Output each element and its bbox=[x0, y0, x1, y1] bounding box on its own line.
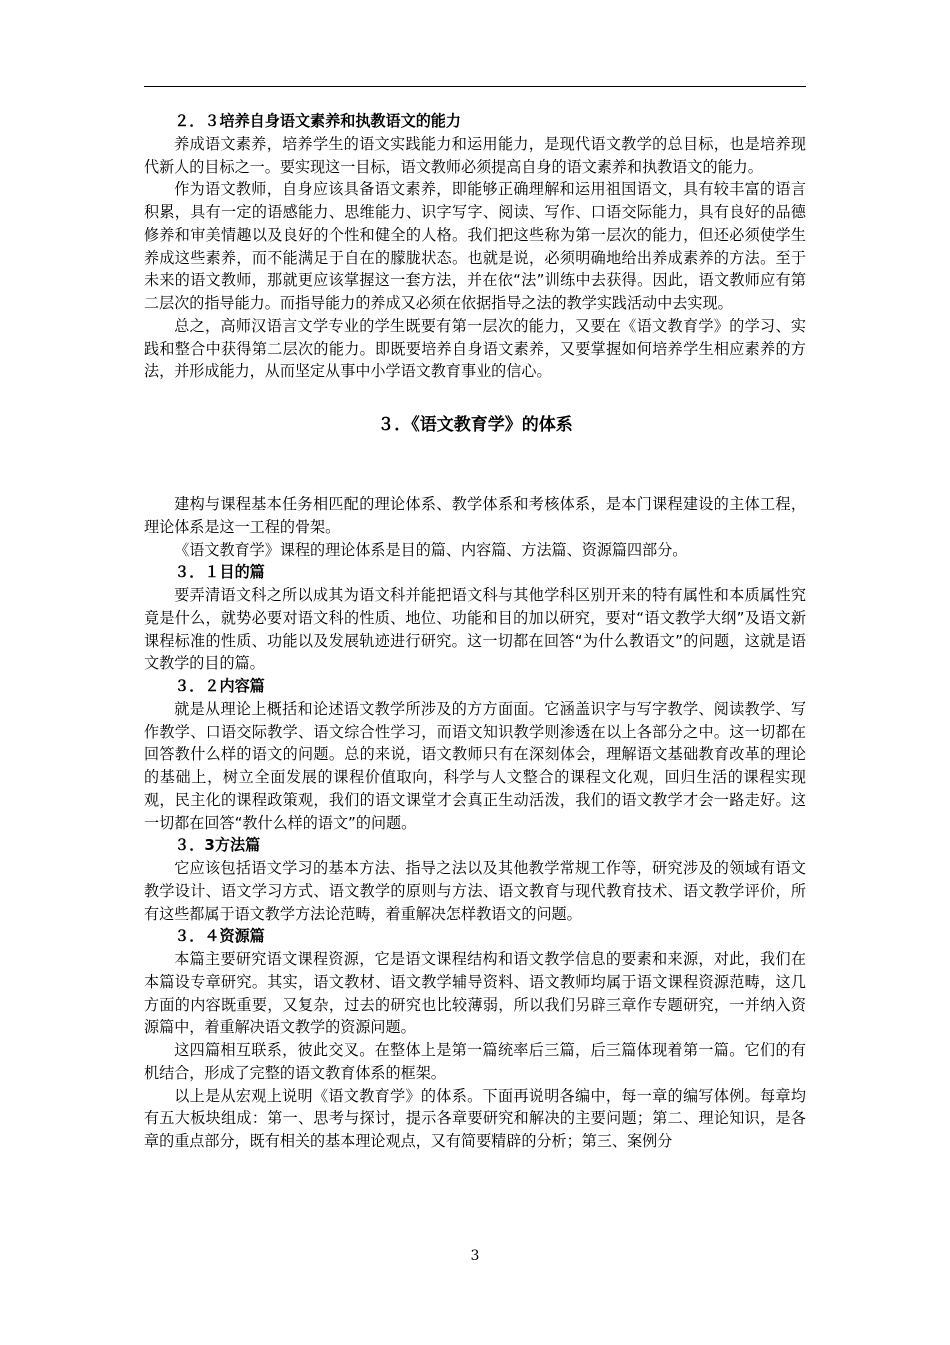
page-body bbox=[144, 110, 806, 1153]
section-3-1-heading: ３．１目的篇 bbox=[174, 563, 265, 582]
paragraph: 养成语文素养，培养学生的语文实践能力和运用能力，是现代语文教学的总目标，也是培养现代新人的目标之一。要实现这一目标，语文教师必须提高自身的语文素养和执教语文的能力。 bbox=[144, 134, 806, 176]
section-3-title: ３．《语文教育学》的体系 bbox=[377, 415, 573, 435]
paragraph: 就是从理论上概括和论述语文教学所涉及的方方面面。它涵盖识字与写字教学、阅读教学、写作教学、口语交际教学、语文综合性学习，而语文知识教学则渗透在以上各部分之中。这一切都在回答教什么样的语文的问题。总的来说，语文教师只有在深刻体会，理解语文基础教育改革的理论的基础上，树立全面发展的课程价值取向，科学与人文整合的课程文化观，回归生活的课程实现观，民主化的课程政策观，我们的语文课堂才会真正生动活泼，我们的语文教学才会一路走好。这一切都在回答“教什么样的语文”的问题。 bbox=[144, 699, 806, 832]
paragraph: 以上是从宏观上说明《语文教育学》的体系。下面再说明各编中，每一章的编写体例。每章均有五大板块组成：第一、思考与探讨，提示各章要研究和解决的主要问题；第二、理论知识，是各章的重点部分，既有相关的基本理论观点，又有简要精辟的分析；第三、案例分 bbox=[144, 1086, 806, 1150]
section-3-4-heading: ３．４资源篇 bbox=[174, 927, 265, 946]
paragraph: 要弄清语文科之所以成其为语文科并能把语文科与其他学科区别开来的特有属性和本质属性究竟是什么，就势必要对语文科的性质、地位、功能和目的加以研究，要对“语文教学大纲”及语文新课程标准的性质、功能以及发展轨迹进行研究。这一切都在回答“为什么教语文”的问题，这就是语文教学的目的篇。 bbox=[144, 586, 806, 673]
paragraph: 本篇主要研究语文课程资源，它是语文课程结构和语文教学信息的要素和来源，对此，我们在本篇设专章研究。其实，语文教材、语文教学辅导资料、语文教师均属于语文课程资源范畴，这几方面的内容既重要，又复杂，过去的研究也比较薄弱，所以我们另辟三章作专题研究，一并纳入资源篇中，着重解决语文教学的资源问题。 bbox=[144, 950, 806, 1037]
section-3-3-heading: ３．3方法篇 bbox=[174, 836, 261, 855]
paragraph: 它应该包括语文学习的基本方法、指导之法以及其他教学常规工作等，研究涉及的领域有语文教学设计、语文学习方式、语文教学的原则与方法、语文教育与现代教育技术、语文教学评价，所有这些都属于语文教学方法论范畴，着重解决怎样教语文的问题。 bbox=[144, 859, 806, 923]
page-number: 3 bbox=[470, 1248, 480, 1264]
paragraph: 《语文教育学》课程的理论体系是目的篇、内容篇、方法篇、资源篇四部分。 bbox=[174, 540, 688, 559]
paragraph: 这四篇相互联系，彼此交叉。在整体上是第一篇统率后三篇，后三篇体现着第一篇。它们的有机结合，形成了完整的语文教育体系的框架。 bbox=[144, 1041, 806, 1082]
paragraph: 建构与课程基本任务相匹配的理论体系、教学体系和考核体系，是本门课程建设的主体工程，理论体系是这一工程的骨架。 bbox=[144, 495, 806, 536]
header-rule bbox=[144, 86, 806, 87]
paragraph: 总之，高师汉语言文学专业的学生既要有第一层次的能力，又要在《语文教育学》的学习、实践和整合中获得第二层次的能力。即既要培养自身语文素养，又要掌握如何培养学生相应素养的方法，并形成能力，从而坚定从事中小学语文教育事业的信心。 bbox=[144, 316, 806, 381]
section-2-3-heading: ２．３培养自身语文素养和执教语文的能力 bbox=[174, 112, 461, 130]
paragraph: 作为语文教师，自身应该具备语文素养，即能够正确理解和运用祖国语文，具有较丰富的语言积累，具有一定的语感能力、思维能力、识字写字、阅读、写作、口语交际能力，具有良好的品德修养和审美情趣以及良好的个性和健全的人格。我们把这些称为第一层次的能力，但还必须使学生养成这些素养，而不能满足于自在的朦胧状态。也就是说，必须明确地给出养成素养的方法。至于未来的语文教师，那就更应该掌握这一套方法，并在依“法”训练中去获得。因此，语文教师应有第二层次的指导能力。而指导能力的养成又必须在依据指导之法的教学实践活动中去实现。 bbox=[144, 180, 806, 312]
section-3-2-heading: ３．２内容篇 bbox=[174, 677, 265, 695]
